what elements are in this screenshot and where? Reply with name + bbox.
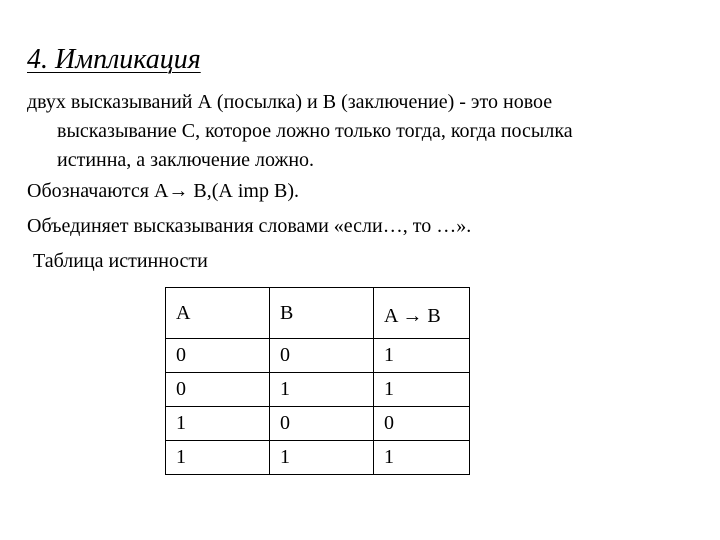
table-row xyxy=(166,441,470,475)
slide-title: 4. Импликация xyxy=(27,44,201,75)
header-cell-implication: A → B xyxy=(374,288,470,339)
truth-table xyxy=(165,287,470,475)
table-cell: 1 xyxy=(374,339,470,373)
table-cell: 1 xyxy=(374,373,470,407)
definition-paragraph xyxy=(27,88,697,175)
table-cell: 0 xyxy=(374,407,470,441)
truth-table-label: Таблица истинности xyxy=(33,250,208,272)
connectives-line: Объединяет высказывания словами «если…, то …». xyxy=(27,215,472,237)
notation-line: Обозначаются А→ В,(А imp B). xyxy=(27,180,299,202)
table-cell: 0 xyxy=(166,339,270,373)
table-cell: 1 xyxy=(270,441,374,475)
table-row xyxy=(166,373,470,407)
table-cell: 0 xyxy=(270,339,374,373)
table-cell: 0 xyxy=(166,373,270,407)
table-cell: 1 xyxy=(166,441,270,475)
definition-line-2: высказывание С, которое ложно только тогда, когда посылка xyxy=(57,120,573,142)
table-cell: 0 xyxy=(270,407,374,441)
definition-line-3: истинна, а заключение ложно. xyxy=(57,149,315,171)
header-cell-a: A xyxy=(166,288,270,339)
table-cell: 1 xyxy=(270,373,374,407)
truth-table-header-row xyxy=(166,288,470,339)
definition-line-1: двух высказываний А (посылка) и В (заключение) - это новое xyxy=(27,91,553,113)
table-cell: 1 xyxy=(166,407,270,441)
table-row xyxy=(166,407,470,441)
table-row xyxy=(166,339,470,373)
header-cell-b: B xyxy=(270,288,374,339)
table-cell: 1 xyxy=(374,441,470,475)
